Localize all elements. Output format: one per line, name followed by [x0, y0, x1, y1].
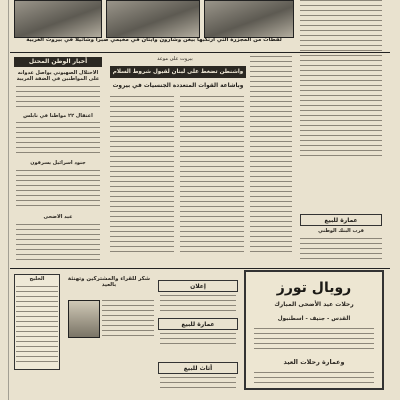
left-item-1: الاحتلال الصهيوني يواصل عدوانه على المواطنين في الضفة الغربية — [16, 70, 100, 83]
left-item-4-text — [16, 224, 100, 264]
classified-ad-3: أثاث للبيع — [158, 362, 238, 374]
main-headline-2: وباشاعة القوات المتعددة الجنسيات في بيروت — [112, 83, 244, 89]
left-item-3: جنود اسرائيل يسرقون — [30, 160, 86, 166]
left-item-4: عيد الاضحى — [43, 214, 73, 220]
classified-ad-3-text — [160, 377, 236, 391]
royal-tours-line-1: رحلات عيد الأضحى المبارك — [274, 301, 354, 308]
royal-tours-line-2: القدس - جنيف - اسطنبول — [277, 316, 351, 322]
left-item-2: اعتقال ٢٢ مواطناً في نابلس — [23, 113, 93, 119]
photo-massacre-3 — [204, 0, 294, 38]
photo-massacre-2 — [106, 0, 200, 38]
bottom-left-text — [16, 286, 58, 366]
main-story-banner: بيروت على موعد — [157, 56, 193, 62]
royal-tours-brand: رويال تورز — [276, 280, 352, 296]
photo-caption: لقطات من المجزرة التي ارتكبها بيغن وشارون وايتان في مخيمي صبرا وشاتيلا في بيروت الغربية — [26, 37, 282, 43]
royal-tours-text — [254, 328, 374, 352]
royal-tours-line-3: وعمارة رحلات العيد — [283, 358, 345, 366]
left-item-1-text — [16, 86, 100, 110]
right-ad-sub: قرب البنك الوطني — [318, 228, 364, 234]
thanks-text — [102, 300, 154, 340]
classified-ad-1: إعلان — [158, 280, 238, 292]
divider-mid — [10, 268, 390, 269]
classified-ad-2: عمارة للبيع — [158, 318, 238, 330]
right-column-text — [300, 0, 382, 160]
main-story-text-1 — [110, 96, 174, 256]
classified-ad-2-text — [160, 333, 236, 347]
main-headline-1: واشنطن تضغط على لبنان لقبول شروط السلام — [110, 66, 246, 78]
thanks-header: شكر للقراء والمشتركين وتهنئة بالعيد — [67, 276, 151, 289]
photo-massacre-1 — [14, 0, 102, 38]
royal-tours-contact — [254, 372, 374, 386]
mid-right-text — [250, 56, 292, 256]
left-column-header: أخبار الوطن المحتل — [14, 57, 102, 67]
right-ad-header: عمارة للبيع — [300, 214, 382, 226]
left-item-3-text — [16, 170, 100, 210]
main-story-text-2 — [180, 96, 244, 256]
classified-ad-1-text — [160, 295, 236, 313]
portrait-photo — [68, 300, 100, 338]
fold-line — [8, 0, 9, 400]
bottom-left-item: الخليج — [29, 276, 45, 282]
right-ad-text — [300, 238, 382, 262]
left-item-2-text — [16, 122, 100, 156]
